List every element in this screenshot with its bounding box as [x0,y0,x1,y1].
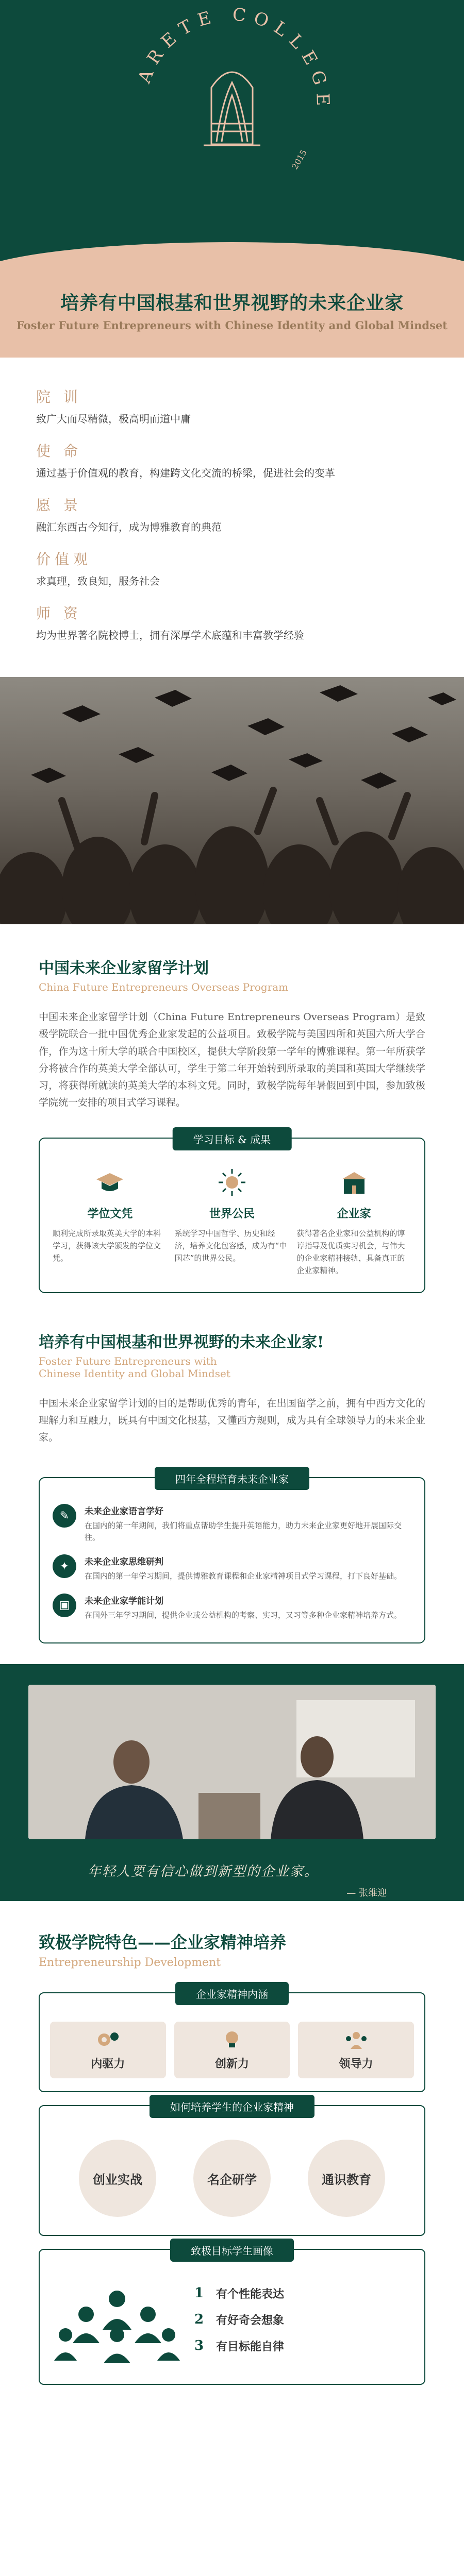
method-general-education: 通识教育 [308,2140,385,2217]
portrait-text: 有目标能自律 [216,2340,285,2353]
portrait-number: 3 [194,2338,204,2354]
goal-degree [53,1167,168,1277]
team-icon [343,2029,369,2050]
learning-goals-tab: 学习目标 & 成果 [173,1127,292,1150]
value-mission [36,440,428,480]
goal-text: 顺利完成所录取英美大学的本科学习，获得该大学颁发的学位文凭。 [53,1228,161,1263]
building-icon [339,1167,370,1198]
speaker-photo [28,1685,436,1839]
program-subtitle: China Future Entrepreneurs Overseas Program [39,981,289,993]
goal-title: 学位文凭 [87,1207,133,1221]
portrait-card [39,2245,425,2385]
entrepreneur-description: 中国未来企业家留学计划的目的是帮助优秀的青年，在出国留学之前，拥有中西方文化的理解力和互融力，既具有中国文化根基，又懂西方规则，成为具有全球领导力的未来企业家。 [39,1397,425,1443]
program-section [0,924,464,1122]
connotation-tab: 企业家精神内涵 [175,1982,289,2005]
entrepreneur-subtitle-line1: Foster Future Entrepreneurs with [39,1354,217,1367]
portrait-tab: 致极目标学生画像 [170,2239,294,2262]
connotation-card [39,1988,425,2092]
stage-title: 未来企业家思维研判 [85,1557,163,1568]
four-year-tab: 四年全程培育未来企业家 [155,1467,309,1490]
portrait-number: 2 [194,2312,204,2328]
header-curve [0,242,464,268]
stage-text: 在国外三年学习期间，提供企业或公益机构的考察、实习，又习等多种企业家精神培养方式。 [85,1610,402,1620]
cultivate-card [39,2101,425,2236]
trait-label: 内驱力 [91,2057,125,2071]
stage-title: 未来企业家学能计划 [85,1596,163,1606]
value-text: 通过基于价值观的教育，构建跨文化交流的桥梁，促进社会的变革 [36,467,335,479]
graduation-cap-icon [94,1167,125,1198]
goal-text: 系统学习中国哲学、历史和经济，培养文化包容感，成为有“中国芯”的世界公民。 [174,1228,287,1263]
development-title: 致极学院特色——企业家精神培养 [39,1933,287,1953]
entrepreneur-subtitle-line2: Chinese Identity and Global Mindset [39,1367,230,1380]
stage-item [53,1504,411,1543]
value-text: 求真理，致良知，服务社会 [36,575,160,587]
portrait-text: 有个性能表达 [216,2287,285,2301]
value-head: 师 资 [36,605,82,622]
trait-innovation [174,2022,290,2078]
college-values [0,358,464,677]
feature-author: — 张维迎 [346,1888,387,1899]
value-head: 价值观 [36,551,92,568]
goal-title: 世界公民 [209,1207,255,1221]
lightbulb-icon: ✦ [53,1554,76,1578]
value-faculty [36,602,428,642]
program-title: 中国未来企业家留学计划 [39,959,209,977]
method-practice: 创业实战 [79,2140,156,2217]
program-description: 中国未来企业家留学计划（China Future Entrepreneurs Overseas Program）是致极学院联合一批中国优秀企业家发起的公益项目。致极学院与美国四所和英国六所大学合作，作为这十所大学的联合中国校区，提供大学阶段第一学年的博雅课程。第一年所获学分将被合作的英美大学全部认可，学生于第二年开始转到所录取的美国和英国大学继续学习，将获得所就读的英美大学的本科文凭。同时，致极学院每年暑假回到中国，参加致极学院统一安排的项目式学习课程。 [39,1011,425,1109]
portrait-number: 1 [194,2285,204,2301]
lightbulb-icon [219,2029,245,2050]
gears-icon [95,2029,121,2050]
arete-college-logo [126,0,338,211]
value-text: 融汇东西古今知行，成为博雅教育的典范 [36,521,222,533]
value-text: 均为世界著名院校博士，拥有深厚学术底蕴和丰富教学经验 [36,629,304,641]
value-text: 致广大而尽精微，极高明而道中庸 [36,413,191,425]
hero-banner [0,0,464,268]
logo-ring-text: ARETE COLLEGE [134,4,334,113]
quote-feature [0,1664,464,1901]
portrait-item [194,2285,414,2301]
goal-title: 企业家 [337,1207,371,1221]
portrait-text: 有好奇会想象 [216,2313,285,2327]
portrait-item [194,2338,414,2354]
graduation-photo [0,677,464,924]
page-subtitle: Foster Future Entrepreneurs with Chinese Identity and Global Mindset [16,319,448,332]
students-group-icon [50,2278,184,2371]
trait-drive [50,2022,166,2078]
stage-title: 未来企业家语言学好 [85,1506,163,1517]
goal-global-citizen [175,1167,290,1277]
value-head: 院 训 [36,388,82,405]
trait-label: 创新力 [215,2057,250,2071]
value-values [36,548,428,588]
value-head: 愿 景 [36,497,82,514]
stage-item [53,1554,411,1582]
title-band [0,268,464,358]
entrepreneur-title: 培养有中国根基和世界视野的未来企业家! [39,1333,324,1351]
cultivate-tab: 如何培养学生的企业家精神 [150,2095,314,2118]
method-company-study: 名企研学 [193,2140,271,2217]
trait-leadership [298,2022,414,2078]
stage-item [53,1594,411,1621]
trait-label: 领导力 [339,2057,373,2071]
portrait-item [194,2312,414,2328]
page-title: 培养有中国根基和世界视野的未来企业家 [60,292,404,314]
development-subtitle: Entrepreneurship Development [39,1956,221,1970]
four-year-card [39,1473,425,1643]
goal-entrepreneur [296,1167,411,1277]
feature-quote: 年轻人要有信心做到新型的企业家。 [88,1864,319,1880]
entrepreneur-section [0,1293,464,1457]
sun-globe-icon [217,1167,247,1198]
goal-text: 获得著名企业家和公益机构的谆谆指导及优质实习机会，与伟大的企业家精神接轨，具备真正的企业家精神。 [296,1228,405,1275]
graduation-caps-illustration [0,677,464,924]
development-section [0,1901,464,1979]
logo-year: 2015 [290,148,309,171]
value-motto [36,386,428,426]
learning-goals-card [39,1133,425,1293]
stage-text: 在国内的第一年学习期间，提供博雅教育课程和企业家精神项目式学习课程，打下良好基础。 [85,1571,402,1581]
stage-text: 在国内的第一年期间，我们将重点帮助学生提升英语能力，助力未来企业家更好地开展国际交往。 [85,1521,402,1542]
value-head: 使 命 [36,443,82,460]
speakers-illustration [28,1685,436,1839]
value-vision [36,494,428,534]
svg-text:ARETE COLLEGE [134,4,334,113]
briefcase-icon: ▣ [53,1594,76,1617]
speech-icon: ✎ [53,1504,76,1528]
tree-emblem-icon [204,72,260,145]
